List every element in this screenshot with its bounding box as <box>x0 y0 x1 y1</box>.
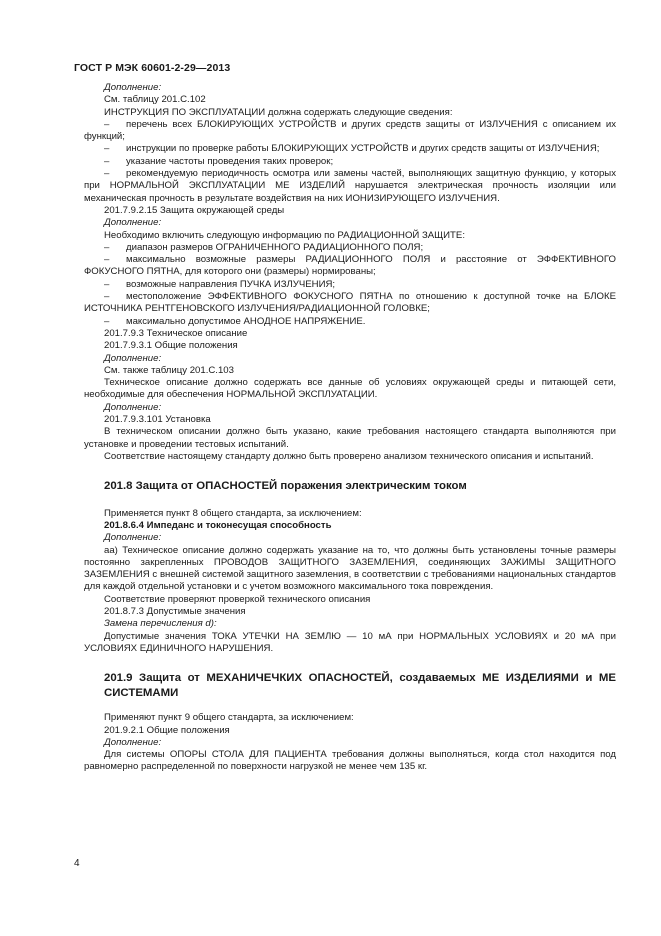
paragraph: Допустимые значения ТОКА УТЕЧКИ НА ЗЕМЛЮ — 10 мА при НОРМАЛЬНЫХ УСЛОВИЯХ и 20 мА при УСЛОВИЯХ ЕДИНИЧНОГО НАРУШЕНИЯ. <box>84 630 616 654</box>
list-item <box>84 119 616 144</box>
list-item-text: диапазон размеров ОГРАНИЧЕННОГО РАДИАЦИОННОГО ПОЛЯ; <box>126 241 424 253</box>
list-item <box>84 168 616 205</box>
italic-note: Дополнение: <box>104 82 162 93</box>
list-dash-marker: – <box>104 143 110 155</box>
paragraph: 201.7.9.2.15 Защита окружающей среды <box>104 204 285 216</box>
list-item <box>84 254 616 279</box>
italic-note: Дополнение: <box>104 532 162 544</box>
paragraph: См. также таблицу 201.C.103 <box>104 364 234 376</box>
standard-header: ГОСТ Р МЭК 60601-2-29—2013 <box>74 62 231 74</box>
list-item <box>84 291 616 316</box>
italic-note: Дополнение: <box>104 401 162 413</box>
list-dash-marker: – <box>104 168 110 180</box>
paragraph: 201.7.9.3.101 Установка <box>104 414 211 426</box>
subsection-heading: 201.8.6.4 Импеданс и токонесущая способность <box>104 520 332 531</box>
paragraph: 201.8.7.3 Допустимые значения <box>104 606 246 618</box>
paragraph: Соответствие настоящему стандарту должно быть проверено анализом технического описания и испытаний. <box>104 450 594 462</box>
list-dash-marker: – <box>104 291 110 303</box>
list-dash-marker: – <box>104 315 110 327</box>
list-item-text: максимально допустимое АНОДНОЕ НАПРЯЖЕНИЕ. <box>126 315 366 327</box>
paragraph: Применяется пункт 8 общего стандарта, за исключением: <box>104 507 362 519</box>
paragraph: Применяют пункт 9 общего стандарта, за исключением: <box>104 712 354 724</box>
list-item-text: инструкции по проверке работы БЛОКИРУЮЩИХ УСТРОЙСТВ и других средств защиты от ИЗЛУЧЕНИЯ; <box>126 143 600 155</box>
list-item-text: возможные направления ПУЧКА ИЗЛУЧЕНИЯ; <box>126 278 336 290</box>
list-item-text: указание частоты проведения таких проверок; <box>126 155 334 167</box>
list-item-text: максимально возможные размеры РАДИАЦИОННОГО ПОЛЯ и расстояние от ЭФФЕКТИВНОГО ФОКУСНОГО ПЯТНА, для которого они (размеры) нормированы; <box>84 254 616 278</box>
list-dash-marker: – <box>104 254 110 266</box>
italic-note: Дополнение: <box>104 736 162 748</box>
paragraph: 201.7.9.3 Техническое описание <box>104 327 248 339</box>
paragraph: аа) Техническое описание должно содержать указание на то, что должны быть установлены точные размеры постоянно закрепленных ПРОВОДОВ ЗАЩИТНОГО ЗАЗЕМЛЕНИЯ, соединяющих ЗАЖИМЫ ЗАЩИТНОГО ЗАЗЕМЛЕНИЯ с внешней системой защитного заземления, в соответствии с требованиями национальных стандартов для каждой отдельной установки и с учетом возможного максимального тока повреждения. <box>84 544 616 593</box>
list-item-text: рекомендуемую периодичность осмотра или замены частей, выполняющих защитную функцию, у которых при НОРМАЛЬНОЙ ЭКСПЛУАТАЦИИ МЕ ИЗДЕЛИЙ нарушается электрическая прочность изоляции или механическая прочность в результате воздействия на них ИОНИЗИРУЮЩЕГО ИЗЛУЧЕНИЯ. <box>84 168 616 204</box>
paragraph: 201.9.2.1 Общие положения <box>104 724 230 736</box>
paragraph: ИНСТРУКЦИЯ ПО ЭКСПЛУАТАЦИИ должна содержать следующие сведения: <box>104 106 453 118</box>
paragraph: Необходимо включить следующую информацию по РАДИАЦИОННОЙ ЗАЩИТЕ: <box>104 229 465 241</box>
list-item-text: местоположение ЭФФЕКТИВНОГО ФОКУСНОГО ПЯТНА по отношению к доступной точке на БЛОКЕ ИСТОЧНИКА РЕНТГЕНОВСКОГО ИЗЛУЧЕНИЯ/РАДИАЦИОННОЙ ГОЛОВКЕ; <box>84 291 616 315</box>
paragraph: Соответствие проверяют проверкой технического описания <box>104 593 371 605</box>
list-item <box>84 316 616 328</box>
paragraph: См. таблицу 201.C.102 <box>104 94 206 106</box>
document-body <box>84 82 616 774</box>
italic-note: Дополнение: <box>104 352 162 364</box>
list-item <box>84 143 616 155</box>
section-heading: 201.9 Защита от МЕХАНИЧЕЧКИХ ОПАСНОСТЕЙ, создаваемых МЕ ИЗДЕЛИЯМИ и МЕ СИСТЕМАМИ <box>104 672 616 699</box>
list-dash-marker: – <box>104 118 110 130</box>
italic-note: Дополнение: <box>104 217 162 229</box>
paragraph: Техническое описание должно содержать все данные об условиях окружающей среды и питающей сети, необходимые для обеспечения НОРМАЛЬНОЙ ЭКСПЛУАТАЦИИ. <box>84 377 616 401</box>
section-heading: 201.8 Защита от ОПАСНОСТЕЙ поражения электрическим током <box>104 480 467 493</box>
list-dash-marker: – <box>104 155 110 167</box>
list-item <box>84 279 616 291</box>
paragraph: Для системы ОПОРЫ СТОЛА ДЛЯ ПАЦИЕНТА требования должны выполняться, когда стол находится под равномерно распределенной по поверхности нагрузкой не менее чем 135 кг. <box>84 749 616 773</box>
page-number: 4 <box>74 858 80 869</box>
paragraph: 201.7.9.3.1 Общие положения <box>104 340 238 352</box>
list-item-text: перечень всех БЛОКИРУЮЩИХ УСТРОЙСТВ и других средств защиты от ИЗЛУЧЕНИЯ с описанием их функций; <box>84 118 616 143</box>
list-item <box>84 156 616 168</box>
list-dash-marker: – <box>104 241 110 253</box>
paragraph: В техническом описании должно быть указано, какие требования настоящего стандарта выполняются при установке и проведении тестовых испытаний. <box>84 426 616 450</box>
list-dash-marker: – <box>104 278 110 290</box>
italic-note: Замена перечисления d): <box>104 618 217 630</box>
list-item <box>84 242 616 254</box>
